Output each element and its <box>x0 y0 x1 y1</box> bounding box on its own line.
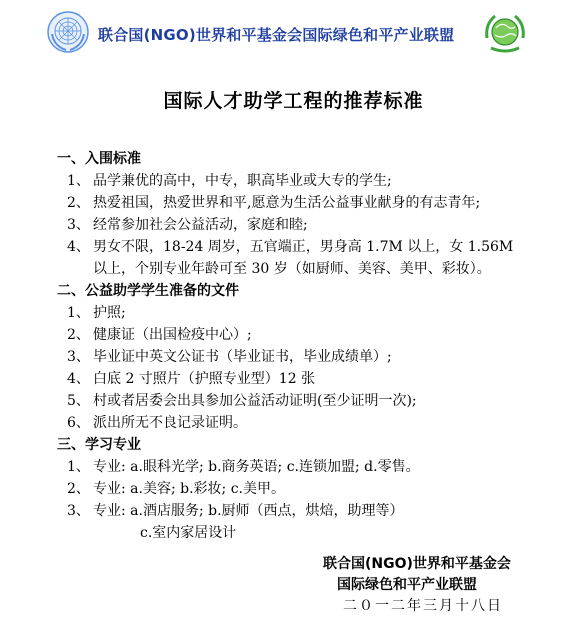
list-item-continuation <box>57 258 557 280</box>
item-number: 1、 <box>67 305 90 321</box>
item-text: 经常参加社会公益活动，家庭和睦; <box>93 217 308 233</box>
item-text: 毕业证中英文公证书（毕业证书，毕业成绩单）; <box>93 349 392 365</box>
item-number: 2、 <box>67 327 90 343</box>
list-item <box>57 500 557 522</box>
list-item-continuation <box>57 522 557 544</box>
signature-block <box>323 554 563 617</box>
list-item <box>57 412 557 434</box>
item-text: 护照; <box>93 305 126 321</box>
list-item <box>57 324 557 346</box>
item-number: 2、 <box>67 481 90 497</box>
list-item <box>57 390 557 412</box>
signature-org: 联合国(NGO)世界和平基金会 <box>323 556 511 572</box>
item-number: 3、 <box>67 349 90 365</box>
item-number: 5、 <box>67 393 90 409</box>
item-text: 白底 2 寸照片（护照专业型）12 张 <box>93 371 316 387</box>
section-heading: 二、公益助学学生准备的文件 <box>57 283 239 299</box>
item-number: 4、 <box>67 371 90 387</box>
un-emblem-logo <box>46 10 90 54</box>
item-text: 健康证（出国检疫中心）; <box>93 327 252 343</box>
list-item <box>57 478 557 500</box>
list-item <box>57 302 557 324</box>
item-text: 热爱祖国，热爱世界和平,愿意为生活公益事业献身的有志青年; <box>93 195 481 211</box>
list-item <box>57 236 557 258</box>
list-item <box>57 368 557 390</box>
item-text: 派出所无不良记录证明。 <box>93 415 247 431</box>
item-number: 1、 <box>67 459 90 475</box>
item-text: c.室内家居设计 <box>140 525 237 541</box>
item-text: 男女不限，18-24 周岁，五官端正，男身高 1.7M 以上，女 1.56M <box>93 239 514 255</box>
item-text: 专业: a.眼科光学; b.商务英语; c.连锁加盟; d.零售。 <box>93 459 420 475</box>
item-text: 专业: a.酒店服务; b.厨师（西点，烘焙，助理等） <box>93 503 404 519</box>
signature-alliance: 国际绿色和平产业联盟 <box>337 577 477 593</box>
section-heading: 一、入围标准 <box>57 151 141 167</box>
header-title: 联合国(NGO)世界和平基金会国际绿色和平产业联盟 <box>98 26 455 44</box>
item-number: 6、 <box>67 415 90 431</box>
list-item <box>57 456 557 478</box>
item-number: 1、 <box>67 173 90 189</box>
document-header <box>0 0 587 62</box>
item-text: 专业: a.美容; b.彩妆; c.美甲。 <box>93 481 286 497</box>
list-item <box>57 192 557 214</box>
list-item <box>57 170 557 192</box>
document-body <box>57 148 557 544</box>
item-number: 3、 <box>67 503 90 519</box>
item-number: 4、 <box>67 239 90 255</box>
item-number: 2、 <box>67 195 90 211</box>
list-item <box>57 214 557 236</box>
signature-date: 二０一二年三月十八日 <box>343 598 503 614</box>
document-title: 国际人才助学工程的推荐标准 <box>163 90 424 112</box>
item-number: 3、 <box>67 217 90 233</box>
item-text: 村或者居委会出具参加公益活动证明(至少证明一次); <box>93 393 417 409</box>
item-text: 品学兼优的高中，中专，职高毕业或大专的学生; <box>93 173 392 189</box>
green-peace-globe-logo <box>481 8 529 56</box>
section-heading: 三、学习专业 <box>57 437 141 453</box>
item-text: 以上，个别专业年龄可至 30 岁（如厨师、美容、美甲、彩妆）。 <box>93 261 491 277</box>
list-item <box>57 346 557 368</box>
